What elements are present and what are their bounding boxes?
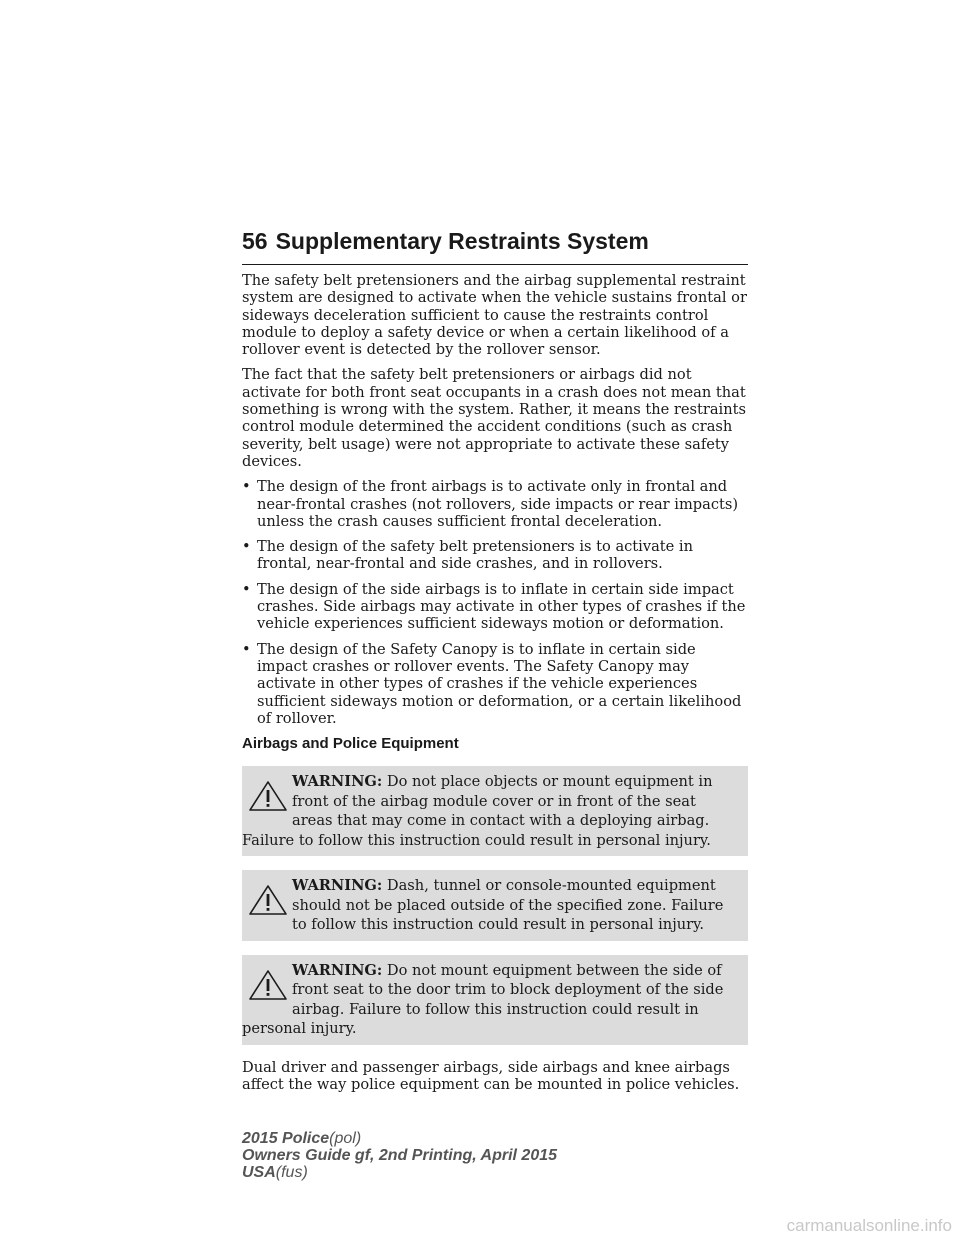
footer-market: USA (242, 1164, 276, 1181)
bullet-marker: • (242, 580, 251, 598)
footer-model: 2015 Police (242, 1130, 330, 1147)
closing-paragraph: Dual driver and passenger airbags, side airbags and knee airbags affect the way police equipment can be mounted in police vehicles. (242, 1058, 740, 1094)
bullet-marker: • (242, 478, 251, 496)
page-number: 56 (242, 228, 268, 254)
bullet-text: The design of the safety belt pretensioners is to activate in frontal, near-frontal and side crashes, and in rollovers. (257, 538, 693, 573)
chapter-title: Supplementary Restraints System (275, 228, 649, 254)
bullet-marker: • (242, 538, 251, 556)
warning-first-line: Do not place objects or mount equipment in front of (292, 773, 713, 810)
footer-market-code: (fus) (275, 1164, 308, 1181)
body-paragraph: The fact that the safety belt pretensioners or airbags did not activate for both front seat occupants in a crash does not mean that something is wrong with the system. Rather, it means the restraints control module determined the accident conditions (such as crash severity, belt usage) were not appropriate to activate these safety devices. (242, 366, 746, 470)
warning-rest: not be placed outside of the specified zone. Failure to follow this instruction could result in personal injury. (292, 896, 724, 934)
warning-box (242, 870, 748, 941)
warning-label: WARNING: (292, 961, 383, 979)
footer-line-3 (242, 1164, 557, 1181)
warning-triangle-icon (248, 969, 288, 1001)
list-item (242, 641, 750, 727)
bullet-text: The design of the side airbags is to inflate in certain side impact crashes. Side airbags may activate in other types of crashes if the vehicle experiences sufficient sideways motion or deformation. (257, 580, 746, 633)
document-footer (242, 1130, 557, 1181)
warning-rest: the airbag module cover or in front of the seat areas that may come in contact with a deploying airbag. Failure to follow this instruction could result in personal injury. (242, 792, 711, 849)
bullet-text: The design of the Safety Canopy is to inflate in certain side impact crashes or rollover events. The Safety Canopy may activate in other types of crashes if the vehicle experiences sufficient sideways motion or deformation, or a certain likelihood of rollover. (257, 640, 742, 727)
page-header (242, 228, 748, 265)
list-item (242, 538, 750, 573)
body-paragraph: The safety belt pretensioners and the airbag supplemental restraint system are designed to activate when the vehicle sustains frontal or sideways deceleration sufficient to cause the restraints control module to deploy a safety device or when a certain likelihood of a rollover event is detected by the rollover sensor. (242, 272, 747, 359)
footer-line-1 (242, 1130, 557, 1147)
list-item (242, 581, 750, 633)
warning-box (242, 955, 748, 1045)
section-heading: Airbags and Police Equipment (242, 735, 459, 753)
warning-first-line: Dash, tunnel or console-mounted equipment should (292, 877, 716, 914)
footer-model-code: (pol) (329, 1130, 362, 1147)
warning-triangle-icon (248, 884, 288, 916)
warning-rest: seat to the door trim to block deployment of the side airbag. Failure to follow this instruction could result in personal injury. (242, 981, 724, 1038)
warning-text (242, 876, 740, 935)
warning-label: WARNING: (292, 877, 383, 895)
warning-triangle-icon (248, 780, 288, 812)
list-item (242, 478, 750, 530)
warning-label: WARNING: (292, 773, 383, 791)
bullet-list (242, 478, 750, 727)
warning-first-line: Do not mount equipment between the side of front (292, 961, 722, 999)
watermark: carmanualsonline.info (786, 1216, 952, 1235)
warning-box (242, 766, 748, 856)
bullet-marker: • (242, 640, 251, 658)
page-body (242, 272, 750, 1102)
bullet-text: The design of the front airbags is to activate only in frontal and near-frontal crashes (not rollovers, side impacts or rear impacts) unless the crash causes sufficient frontal deceleration. (257, 478, 739, 530)
footer-line-2: Owners Guide gf, 2nd Printing, April 2015 (242, 1147, 558, 1164)
warning-text (242, 961, 740, 1039)
warning-text (242, 772, 740, 850)
